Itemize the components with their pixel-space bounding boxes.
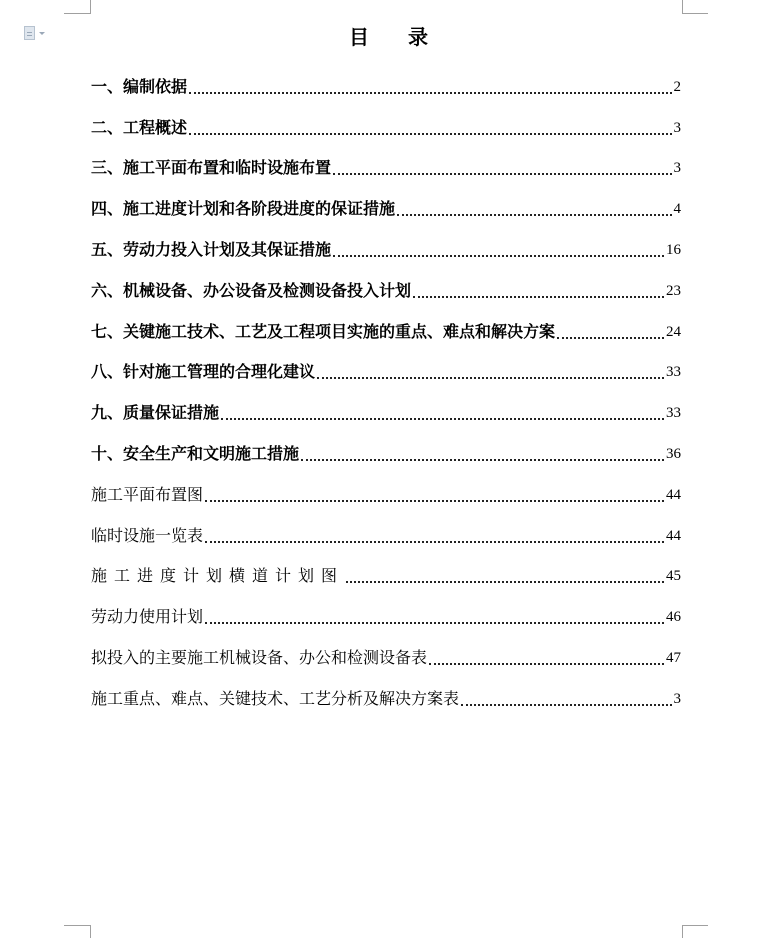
toc-entry-label: 施工进度计划横道计划图 xyxy=(91,566,345,586)
toc-entry[interactable] xyxy=(91,64,681,105)
toc-entry-label: 六、机械设备、办公设备及检测设备投入计划 xyxy=(91,280,412,300)
toc-entry[interactable] xyxy=(91,309,681,350)
dot-leader xyxy=(557,337,664,339)
toc-entry[interactable] xyxy=(91,513,681,554)
dot-leader xyxy=(301,459,664,461)
dot-leader xyxy=(205,622,664,624)
toc-entry[interactable] xyxy=(91,105,681,146)
toc-entry-page-number: 33 xyxy=(666,405,681,422)
toc-entry-label: 三、施工平面布置和临时设施布置 xyxy=(91,158,332,178)
toc-entry[interactable] xyxy=(91,268,681,309)
toc-entry-page-number: 33 xyxy=(666,364,681,381)
dot-leader xyxy=(189,133,671,135)
dot-leader xyxy=(317,377,664,379)
toc-entry-page-number: 4 xyxy=(673,201,681,218)
toc-entry-label: 施工平面布置图 xyxy=(91,484,204,504)
toc-entry-page-number: 3 xyxy=(673,119,681,136)
toc-entry-page-number: 45 xyxy=(666,568,681,585)
dot-leader xyxy=(221,418,664,420)
toc-entry[interactable] xyxy=(91,594,681,635)
dot-leader xyxy=(346,581,664,583)
toc-entry-label: 施工重点、难点、关键技术、工艺分析及解决方案表 xyxy=(91,688,460,708)
dot-leader xyxy=(413,296,664,298)
toc-entry-label: 一、编制依据 xyxy=(91,76,188,96)
toc-entry-page-number: 36 xyxy=(666,445,681,462)
toc-entry-label: 临时设施一览表 xyxy=(91,525,204,545)
toc-entry-page-number: 3 xyxy=(673,690,681,707)
dot-leader xyxy=(205,500,664,502)
toc-entry-page-number: 24 xyxy=(666,323,681,340)
toc-entry-label: 五、劳动力投入计划及其保证措施 xyxy=(91,239,332,259)
toc-entry[interactable] xyxy=(91,676,681,717)
toc-entry-label: 劳动力使用计划 xyxy=(91,607,204,627)
toc-entry-label: 七、关键施工技术、工艺及工程项目实施的重点、难点和解决方案 xyxy=(91,321,556,341)
dot-leader xyxy=(397,214,671,216)
toc-entry[interactable] xyxy=(91,472,681,513)
toc-entry-label: 拟投入的主要施工机械设备、办公和检测设备表 xyxy=(91,647,428,667)
dot-leader xyxy=(429,663,664,665)
toc-entry-page-number: 2 xyxy=(673,78,681,95)
toc-entry-page-number: 46 xyxy=(666,609,681,626)
toc-entry-page-number: 47 xyxy=(666,649,681,666)
toc-entry-page-number: 23 xyxy=(666,282,681,299)
toc-entry-label: 四、施工进度计划和各阶段进度的保证措施 xyxy=(91,199,396,219)
toc-entry-label: 二、工程概述 xyxy=(91,117,188,137)
toc-entry[interactable] xyxy=(91,635,681,676)
dot-leader xyxy=(205,541,664,543)
toc-entry[interactable] xyxy=(91,554,681,595)
toc-entry[interactable] xyxy=(91,227,681,268)
dot-leader xyxy=(333,255,664,257)
toc-entry-label: 九、质量保证措施 xyxy=(91,403,220,423)
toc-entry-page-number: 16 xyxy=(666,241,681,258)
toc-title: 目 录 xyxy=(349,25,444,49)
toc-entry-page-number: 44 xyxy=(666,527,681,544)
dot-leader xyxy=(189,92,671,94)
toc-entry-label: 八、针对施工管理的合理化建议 xyxy=(91,362,316,382)
toc-entry-label: 十、安全生产和文明施工措施 xyxy=(91,443,300,463)
toc-entry[interactable] xyxy=(91,186,681,227)
table-of-contents xyxy=(91,64,681,717)
toc-entry-page-number: 3 xyxy=(673,160,681,177)
toc-entry[interactable] xyxy=(91,350,681,391)
dot-leader xyxy=(461,704,671,706)
toc-entry[interactable] xyxy=(91,390,681,431)
toc-entry[interactable] xyxy=(91,431,681,472)
toc-entry-page-number: 44 xyxy=(666,486,681,503)
toc-entry[interactable] xyxy=(91,146,681,187)
dot-leader xyxy=(333,173,671,175)
